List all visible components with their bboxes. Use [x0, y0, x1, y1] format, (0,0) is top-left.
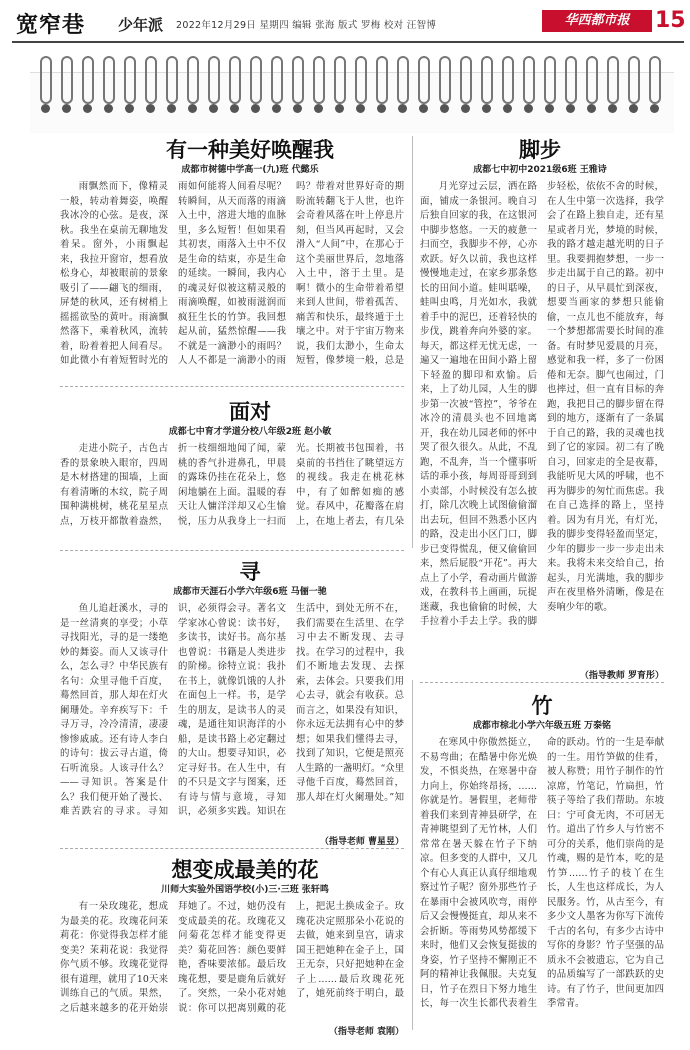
newspaper-logo: 华西都市报 — [542, 10, 652, 32]
binding-ring — [292, 56, 304, 104]
binding-hole — [545, 104, 554, 113]
binding-hole — [251, 104, 260, 113]
article-text: 在寒风中你傲然挺立，不易弯曲；在酷暑中你光焕发，不惧炎热，在寒暑中奋力向上，你始终昂扬，……你就是竹。暑假里，老师带着我们来到青神县研学，在青神眺望到了无竹林，人们常常在暑天躲在竹子下纳凉。但多变的人群中，又几个有心人真正认真仔细地观察过竹子呢？窗外那些竹子在暴雨中会被风吹弯，雨停后又会慢慢挺直，却从来不会折断。等雨势风势都缓下来时，他们又会恢复挺拔的身姿，竹子坚持不懈刚正不阿的精神让我佩服。夫克复日，竹子在烈日下努力地生长，每一次生长都代表着生命的跃动。竹的一生是奉献的一生。用竹笋做的佳肴，被人称赞；用竹子制作的竹凉席，竹笔记，竹扁担，竹筷子等给了我们帮助。东坡曰：宁可食无肉，不可居无竹。道出了竹乡人与竹密不可分的关系，他们崇尚的是竹魂，赐的是竹本，吃的是竹笋……竹子的枝丫在生长，人生也这样成长，为人民服务。竹，从古至今，有多少文人墨客为你写下流传千古的名句，有多少古诗中写你的身影？竹子坚强的品质永不会被遗忘，它为自己的品质编写了一部跌跃的史诗。有了竹子，世间更加四季常青。 — [420, 737, 664, 1009]
binding-hole — [356, 104, 365, 113]
binding-hole — [125, 104, 134, 113]
binding-hole — [335, 104, 344, 113]
article-author-awaken: 成都市树德中学高一(九)班 代懿乐 — [181, 165, 319, 175]
binding-ring — [397, 56, 409, 104]
binding-ring — [481, 56, 493, 104]
binding-ring — [439, 56, 451, 104]
binding-hole — [482, 104, 491, 113]
binding-ring — [40, 56, 52, 104]
binding-hole — [377, 104, 386, 113]
binding-hole — [209, 104, 218, 113]
binding-ring — [103, 56, 115, 104]
article-body-bamboo — [420, 736, 664, 1032]
binding-ring — [187, 56, 199, 104]
binding-ring — [124, 56, 136, 104]
binding-hole — [587, 104, 596, 113]
binding-hole — [41, 104, 50, 113]
binding-ring — [250, 56, 262, 104]
binding-hole — [503, 104, 512, 113]
binding-ring — [61, 56, 73, 104]
spiral-binding — [40, 42, 660, 132]
article-text: 雨飘然而下，像精灵一般，转动着舞姿，唤醒我冰冷的心弦。是夜，深秋。我坐在桌前无聊地发着呆。窗外，小雨飘起来，我拉开窗帘，想看放松身心，却被眼前的景象吸引了——翩飞的细雨，屏楚的秋风，还有树梢上摇摇欲坠的黄叶。雨滴飘然落下，乘着秋风，流转着，盼着着把人间看尽。如此微小有着短暂时光的雨如何能将人间看尽呢？转瞬间，从天而落的雨滴入土中，溶进大地的血脉里，多么短暂！但如果看其初衷，雨落入土中不仅是生命的结束，亦是生命的延续。一瞬间，我内心的魂灵好似被这精灵般的雨滴唤醒，如被雨滋润而疯狂生长的竹笋。我回想起从前，猛然惊醒——我不就是一滴渺小的雨吗？人人不都是一滴渺小的雨吗？带着对世界好奇的期盼流转翻飞于人世，也许会奇着风落在叶上停息片刻，但当风再起时，又会滑入“人间”中，在那心于这个美丽世界后，忽地落入土中，溶于土里。是啊！微小的生命带着希望来到人世间，带着孤苦、痛苦和快乐，最终遁于土壤之中。对于宇宙万物来说，我们太渺小，生命太短暂，像梦境一般，总是 — [60, 181, 404, 366]
binding-ring — [628, 56, 640, 104]
binding-ring — [523, 56, 535, 104]
binding-ring — [355, 56, 367, 104]
binding-hole — [272, 104, 281, 113]
binding-ring — [565, 56, 577, 104]
binding-ring — [607, 56, 619, 104]
binding-hole — [566, 104, 575, 113]
binding-ring — [502, 56, 514, 104]
article-title-seek: 寻 — [239, 559, 261, 584]
article-text: 走进小院子，古色古香的景象映入眼帘，四周是木材搭建的围墙，上面有着清晰的木纹，院子周围种满桃树，桃花星星点点，万枝开都散着盎然，折一枝细细地闻了闻，蒙桃的香气扑进鼻孔，甲晨的露珠仍挂在花朵上，悠闲地躺在上面。温暖的春天让人慵洋洋却又心生愉悦，压力从我身上一扫而光。长期被书包围着，书桌前的书挡住了眺望远方的视线。我走在桃花林中，有了如醉如痴的感觉。春风中，花瓣落在肩上，在地上者去，有几朵 — [60, 443, 404, 527]
article-author-face: 成都七中育才学道分校八年级2班 赵小敏 — [168, 427, 332, 437]
article-author-footsteps: 成都七中初中2021级6班 王雅诗 — [473, 165, 607, 175]
article-title-flower: 想变成最美的花 — [171, 857, 319, 882]
binding-hole — [398, 104, 407, 113]
article-title-bamboo: 竹 — [531, 693, 553, 718]
binding-ring — [376, 56, 388, 104]
binding-hole — [461, 104, 470, 113]
section-title: 宽窄巷 — [16, 12, 86, 38]
binding-hole — [230, 104, 239, 113]
teacher-note-footsteps: （指导教师 罗育彤） — [579, 671, 664, 681]
binding-ring — [649, 56, 661, 104]
article-author-seek: 成都市天涯石小学六年级6班 马俪一驰 — [173, 587, 327, 597]
binding-hole — [167, 104, 176, 113]
article-body-awaken — [60, 180, 404, 378]
article-text: 有一朵玫瑰花，想成为最美的花。玫瑰花问茉莉花：你觉得我怎样才能变美？茉莉花说：我觉得你气质不够。玫瑰花觉得很有道理，就用了10天来训练自己的气质。果然，之后越来越多的花开始崇拜她了。不过，她仍没有变成最美的花。玫瑰花又问菊花怎样才能变得更美？菊花回答：颜色要鲜艳，香味要浓郁。最后玫瑰花想，要是鹿角后就好了。突然，一朵小花对她说：你可以把离别戴的花上，把泥土换成金子。玫瑰花决定照那朵小花说的去做，她来到皇宫，请求国王把她种在金子上，国王无奈，只好把她种在金子上……最后玫瑰花死了，她死前终于明白，最 — [60, 901, 404, 1014]
binding-hole — [293, 104, 302, 113]
binding-hole — [146, 104, 155, 113]
article-text: 月光穿过云层，洒在路面，铺成一条银河。晚自习后独自回家的我，在这银河中脚步悠悠。一天的疲惫一扫而空，我脚步不停，心亦欢跃。好久以前，我也这样慢慢地走过，在家乡那条悠长的田间小道。蛙叫聒噪，蛙叫虫鸣，月光如水，我就着手中的泥巴，还着轻快的步伐，跳着奔向外婆的家。每天，都这样无忧无虑，一遍又一遍地在田间小路上留下轻盈的脚印和欢愉。后来，上了幼儿园，人生的脚步第一次被“管控”，爷爷在冰冷的清晨头也不回地离开，我在幼儿园老师的怀中哭了很久很久。从此，不乱跑，不乱奔，当一个懂事听话的乖小孩，每周哥哥到到小卖部，小时候没有怎么披打，除几次晚上试图偷偷溜出去玩，但回不熟悉小区内的路，没走出小区门口，脚步已变得慌乱，便又偷偷回来，然后屁股“开花”。再大点上了小学，看动画片做游戏，在教科书上画画，玩捉迷藏，我也偷偷的时候，大手拉着小手去上学。我的脚步轻松，依依不舍的时候，在人生中第一次选择，我学会了在路上独自走，还有星星或者月光，梦境的时候，我的路才越走越光明的日子里。我要拥抱梦想，一步一步走出属于自己的路。初中的日子，从早晨忙到深夜，想要当画家的梦想只能偷偷，一点儿也不能放弃，每一个梦想都需要长时间的准备。有时梦见爱晨的月亮，感觉和我一样，多了一份困倦和无奈。脚气也闹过，门也摔过，但一直有目标的奔跑，我把目己的脚步留在得到的地方，逐渐有了一条属于自己的路，我的灵魂也找到了它的家园。初二有了晚自习，回家走的全是夜幕，我能听见大风的呼啸，也不再为脚步的匆忙而焦虑。我在自己选择的路上，坚持着。因为有月光，有灯光，我的脚步变得轻盈而坚定，少年的脚步一步一步走出未来。我将未来交给自己，抬起头，月光满地，我的脚步声在夜里格外清晰，像是在奏响少年的歌。 — [420, 181, 664, 627]
binding-ring — [544, 56, 556, 104]
column-divider — [412, 680, 413, 1030]
binding-ring — [166, 56, 178, 104]
binding-hole — [314, 104, 323, 113]
article-title-footsteps: 脚步 — [519, 137, 561, 162]
issue-info: 2022年12月29日 星期四 编辑 张海 版式 罗梅 校对 汪智博 — [176, 20, 437, 31]
binding-hole — [608, 104, 617, 113]
article-title-face: 面对 — [229, 399, 271, 424]
binding-ring — [208, 56, 220, 104]
section-divider — [420, 682, 664, 683]
article-body-face — [60, 442, 404, 542]
article-author-flower: 川师大实验外国语学校(小)三·三班 张轩鸣 — [161, 885, 329, 895]
binding-hole — [650, 104, 659, 113]
binding-ring — [418, 56, 430, 104]
article-body-seek — [60, 602, 404, 832]
article-body-footsteps — [420, 180, 664, 665]
binding-ring — [460, 56, 472, 104]
page-number: 15 — [655, 8, 686, 33]
teacher-note-flower: （指导老师 袁刚） — [328, 1027, 404, 1037]
column-title: 少年派 — [118, 16, 164, 34]
masthead — [0, 0, 690, 42]
binding-hole — [104, 104, 113, 113]
binding-ring — [313, 56, 325, 104]
binding-ring — [271, 56, 283, 104]
binding-hole — [419, 104, 428, 113]
column-divider — [412, 136, 413, 548]
binding-ring — [334, 56, 346, 104]
binding-hole — [440, 104, 449, 113]
binding-ring — [586, 56, 598, 104]
binding-hole — [629, 104, 638, 113]
article-body-flower — [60, 900, 404, 1020]
binding-hole — [62, 104, 71, 113]
section-divider — [60, 386, 404, 387]
binding-ring — [145, 56, 157, 104]
teacher-note-seek: （指导老师 曹星昱） — [319, 837, 404, 847]
binding-hole — [83, 104, 92, 113]
article-text: 鱼儿追赶溪水，寻的是一丝清爽的享受；小草寻找阳光，寻的是一缕绝妙的舞姿。而人又该寻什么，怎么寻？中华民族有名句：众里寻他千百度，蓦然回首，那人却在灯火阑珊处。辛弃疾写下：千寻万寻，冷冷清清，凄凄惨惨戚戚。还有诗人李白的诗句：拔云寻古道，倚石听流泉。人该寻什么？——寻知识。答案是什么？我们便开始了漫长、难苦跌宕的寻求。寻知识，必须得会寻。著名文学家冰心曾说：读书好，多读书，读好书。高尔基也曾说：书籍是人类进步的阶梯。徐特立说：我扑在书上，就像饥饿的人扑在面包上一样。书，是学生的朋友，是读书人的灵魂，是通往知识海洋的小船，是读书路上必定翻过的大山。想要寻知识，必定寻好书。在人生中，有的不只是文字与图案，还有诗与情与意境，寻知识，必须多实践。知识在生活中，到处无所不在，我们需要在生活里、在学习中去不断发现、去寻找。在学习的过程中，我们不断地去发现、去探索，去体会。只要我们用心去寻，就会有收获。总而言之，如果没有知识，你永远无法拥有心中的梦想；如果我们懂得去寻，找到了知识，它便是照亮人生路的一盏明灯。“众里寻他千百度，蓦然回首，那人却在灯火阑珊处。”知 — [60, 603, 404, 817]
binding-ring — [229, 56, 241, 104]
section-divider — [60, 550, 404, 551]
article-title-awaken: 有一种美好唤醒我 — [166, 137, 334, 162]
binding-ring — [82, 56, 94, 104]
binding-hole — [188, 104, 197, 113]
article-author-bamboo: 成都市棕北小学六年级五班 万泰铭 — [472, 721, 612, 731]
binding-hole — [524, 104, 533, 113]
section-divider — [60, 848, 404, 849]
